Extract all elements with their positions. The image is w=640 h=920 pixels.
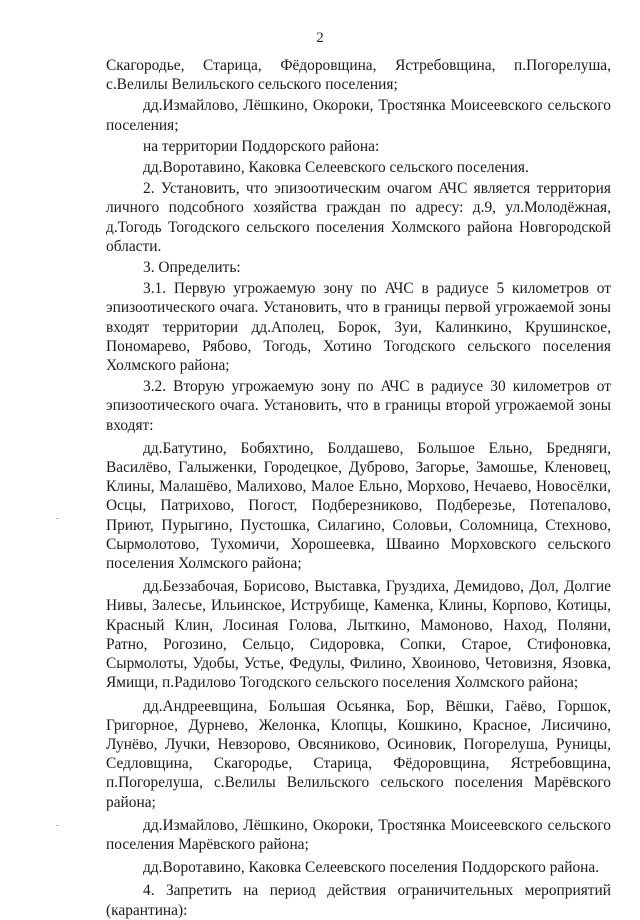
paragraph-moiseevskoe: дд.Измайлово, Лёшкино, Окороки, Тростянка Моисеевского сельского поселения; [106,97,611,134]
paragraph-moiseevskoe-marevo: дд.Измайлово, Лёшкино, Окороки, Тростянка Моисеевского сельского поселения Марёвского района; [106,816,611,853]
document-body [106,56,611,920]
paragraph-item-3-2: 3.2. Вторую угрожаемую зону по АЧС в радиусе 30 километров от эпизоотического очага. Установить, что в границы второй угрожаемой зоны входят: [106,378,611,434]
paragraph-seleevskoe: дд.Воротавино, Каковка Селеевского сельского поселения. [143,159,529,177]
paragraph-item-4: 4. Запретить на период действия ограничительных мероприятий (карантина): [106,882,611,919]
paragraph-seleevskoe-poddorsky: дд.Воротавино, Каковка Селеевского поселения Поддорского района. [143,859,600,877]
paragraph-item-3: 3. Определить: [143,259,241,277]
paragraph-togodskoe: дд.Беззабочая, Борисово, Выставка, Груздиха, Демидово, Дол, Долгие Нивы, Залесье, Ильинское, Иструбище, Каменка, Клины, Корпово, Котицы, Красный Клин, Лосиная Голова, Лыткино, Мамоново, Наход, Поляни, Ратно, Рогозино, Сельцо, Сидоровка, Сопки, Старое, Стифоновка, Сырмолоты, Удобы, Устье, Федулы, Филино, Хвоиново, Четовизня, Язовка, Ямищи, п.Радилово Тогодского сельского поселения Холмского района; [106,578,611,692]
paragraph-continuation: Скагородье, Старица, Фёдоровщина, Ястребовщина, п.Погорелуша, с.Велилы Велильского сельского поселения; [106,57,611,94]
margin-mark [56,518,59,519]
paragraph-velilskoe: дд.Андреевщина, Большая Осьянка, Бор, Вёшки, Гаёво, Горшок, Григорное, Дурнево, Желонка, Клопцы, Кошкино, Красное, Лисичино, Лунёво, Лучки, Невзорово, Овсяниково, Осиновик, Погорелуша, Руницы, Седловщина, Скагородье, Старица, Фёдоровщина, Ястребовщина, п.Погорелуша, с.Велилы Велильского сельского поселения Марёвского района; [106,697,611,811]
paragraph-item-3-1: 3.1. Первую угрожаемую зону по АЧС в радиусе 5 километров от эпизоотического очага. Установить, что в границы первой угрожаемой зоны входят территории дд.Аполец, Борок, Зуи, Калинкино, Крушинское, Пономарево, Рябово, Тогодь, Хотино Тогодского сельского поселения Холмского района; [106,280,611,375]
margin-mark [56,825,59,826]
paragraph-morkhovskoe: дд.Батутино, Бобяхтино, Болдашево, Большое Ельно, Бредняги, Василёво, Галыженки, Городецкое, Дуброво, Загорье, Замошье, Кленовец, Клины, Малашёво, Малихово, Малое Ельно, Морхово, Нечаево, Новосёлки, Осцы, Патрихово, Погост, Подберезниково, Подберезье, Потепалово, Приют, Пурыгино, Пустошка, Силагино, Соловьи, Соломница, Стехново, Сырмолотово, Тухомичи, Хорошеевка, Шваино Морховского сельского поселения Холмского района; [106,439,611,573]
paragraph-item-2: 2. Установить, что эпизоотическим очагом АЧС является территория личного подсобного хозяйства граждан по адресу: д.9, ул.Молодёжная, д.Тогодь Тогодского сельского поселения Холмского района Новгородской области. [106,180,611,255]
paragraph-poddorsky-heading: на территории Поддорского района: [143,137,380,155]
page-number: 2 [316,30,324,46]
